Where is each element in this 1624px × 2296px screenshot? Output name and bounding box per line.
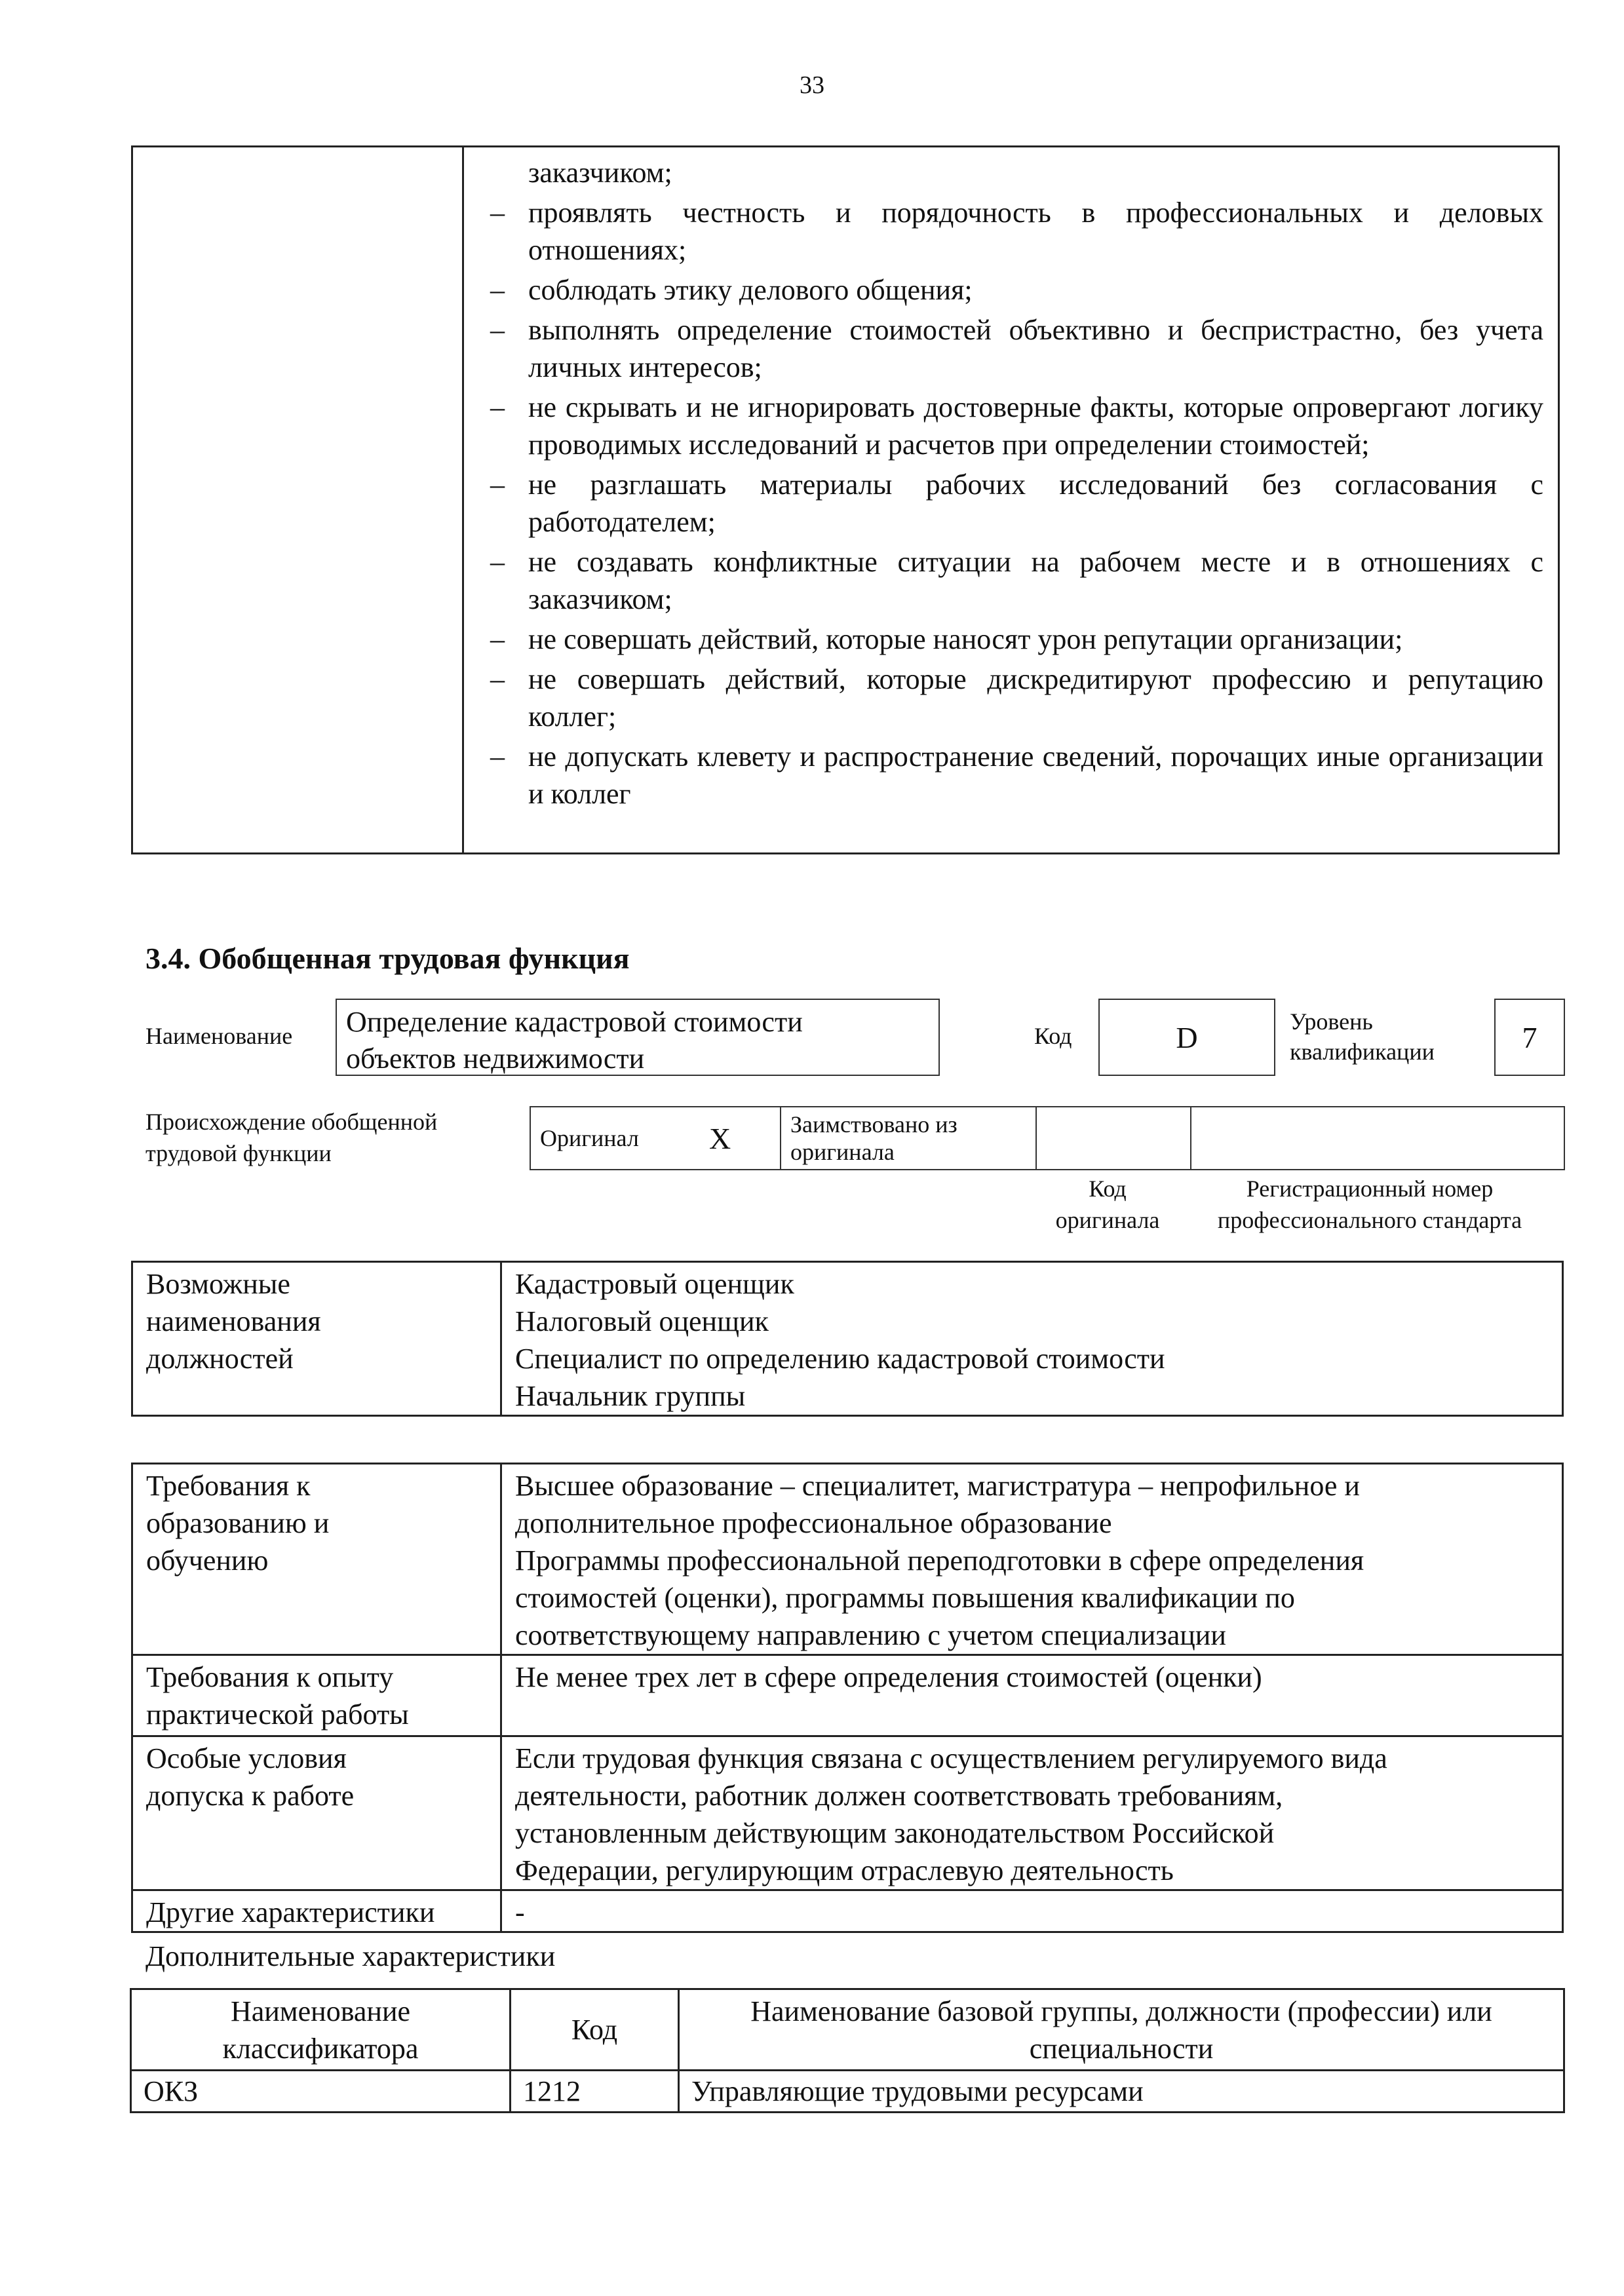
classifier-cell: ОКЗ — [131, 2071, 511, 2113]
dash-marker: – — [490, 740, 505, 773]
continuation-right-cell — [463, 147, 1559, 854]
dash-marker: – — [490, 623, 505, 655]
list-item: – не допускать клевету и распространение сведений, порочащих иные организации и коллег — [490, 738, 1543, 813]
position-item: Налоговый оценщик — [515, 1305, 769, 1337]
list-item: – соблюдать этику делового общения; — [490, 271, 1543, 309]
table-header-row — [131, 1989, 1564, 2071]
group-cell: Управляющие трудовыми ресурсами — [679, 2071, 1564, 2113]
table-row — [131, 2071, 1564, 2113]
original-mark: X — [709, 1121, 731, 1155]
level-label-line: Уровень — [1290, 1008, 1373, 1035]
code-label: Код — [1034, 1023, 1072, 1049]
table-row — [132, 1262, 1563, 1416]
dash-marker: – — [490, 391, 505, 423]
education-label-cell: Требования к образованию и обучению — [132, 1464, 501, 1655]
dash-marker: – — [490, 469, 505, 501]
education-value-cell: Высшее образование – специалитет, магистратура – непрофильное и дополнительное профессиональное образование Программы профессиональной переподготовки в сфере определения стоимостей (оценки), программы повышения квалификации по соответствующему направлению с учетом специализации — [501, 1464, 1563, 1655]
original-mark-cell — [700, 1107, 781, 1170]
origin-label — [145, 1106, 437, 1169]
special-conditions-value-cell: Если трудовая функция связана с осуществлением регулируемого вида деятельности, работник должен соответствовать требованиям, установленным действующим законодательством Российской Федерации, регулирующим отраслевую деятельность — [501, 1736, 1563, 1890]
name-value-line: Определение кадастровой стоимости — [346, 1006, 803, 1038]
list-item: – не разглашать материалы рабочих исследований без согласования с работодателем; — [490, 466, 1543, 541]
dash-marker: – — [490, 663, 505, 695]
positions-table — [131, 1261, 1564, 1417]
name-label: Наименование — [145, 1023, 293, 1049]
classifier-header: Наименование классификатора — [131, 1989, 511, 2071]
code-header: Код — [511, 1989, 679, 2071]
section-heading: 3.4. Обобщенная трудовая функция — [145, 942, 630, 975]
list-item: – не совершать действий, которые дискредитируют профессию и репутацию коллег; — [490, 660, 1543, 735]
origin-table — [530, 1106, 1565, 1170]
reg-number-caption: Регистрационный номер профессионального стандарта — [1217, 1176, 1522, 1233]
name-value-box — [336, 999, 940, 1076]
continuation-list — [490, 154, 1543, 813]
origin-label-line: трудовой функции — [145, 1140, 332, 1166]
continuation-left-cell — [132, 147, 463, 854]
positions-label-cell: Возможные наименования должностей — [132, 1262, 501, 1416]
extra-characteristics-table — [130, 1988, 1565, 2113]
origin-label-line: Происхождение обобщенной — [145, 1109, 438, 1135]
special-conditions-label-cell: Особые условия допуска к работе — [132, 1736, 501, 1890]
original-label: Оригинал — [540, 1125, 639, 1151]
list-item: – выполнять определение стоимостей объективно и беспристрастно, без учета личных интересов; — [490, 311, 1543, 386]
list-item: – не создавать конфликтные ситуации на рабочем месте и в отношениях с заказчиком; — [490, 543, 1543, 618]
experience-label-cell: Требования к опыту практической работы — [132, 1655, 501, 1736]
table-row — [132, 1890, 1563, 1932]
code-cell: 1212 — [511, 2071, 679, 2113]
table-row — [132, 1736, 1563, 1890]
name-value-line: объектов недвижимости — [346, 1043, 645, 1075]
experience-value-cell: Не менее трех лет в сфере определения стоимостей (оценки) — [501, 1655, 1563, 1736]
other-characteristics-value-cell: - — [501, 1890, 1563, 1932]
table-row — [132, 1655, 1563, 1736]
page-number: 33 — [800, 71, 824, 99]
list-item: заказчиком; — [528, 157, 672, 189]
other-characteristics-label-cell: Другие характеристики — [132, 1890, 501, 1932]
reg-number-cell — [1191, 1107, 1564, 1170]
list-item: – проявлять честность и порядочность в профессиональных и деловых отношениях; — [490, 194, 1543, 269]
original-code-cell — [1036, 1107, 1191, 1170]
continuation-table — [131, 145, 1560, 854]
table-row — [132, 1464, 1563, 1655]
list-item: – не совершать действий, которые наносят урон репутации организации; — [490, 621, 1543, 658]
positions-value-cell — [501, 1262, 1563, 1416]
original-label-cell — [530, 1107, 700, 1170]
dash-marker: – — [490, 546, 505, 578]
dash-marker: – — [490, 197, 505, 229]
borrowed-label-line: оригинала — [790, 1139, 895, 1165]
position-item: Начальник группы — [515, 1380, 746, 1412]
requirements-table — [131, 1463, 1564, 1933]
borrowed-label-cell — [781, 1107, 1036, 1170]
original-code-caption: Код оригинала — [1055, 1176, 1160, 1233]
group-header: Наименование базовой группы, должности (профессии) или специальности — [679, 1989, 1564, 2071]
position-item: Кадастровый оценщик — [515, 1268, 794, 1300]
position-item: Специалист по определению кадастровой стоимости — [515, 1343, 1165, 1375]
code-value-box: D — [1098, 999, 1275, 1076]
level-label-line: квалификации — [1290, 1039, 1435, 1065]
level-label — [1290, 1006, 1435, 1067]
dash-marker: – — [490, 314, 505, 346]
extra-title: Дополнительные характеристики — [145, 1940, 556, 1972]
level-value-box: 7 — [1494, 999, 1565, 1076]
borrowed-label-line: Заимствовано из — [790, 1111, 957, 1138]
list-item: – не скрывать и не игнорировать достоверные факты, которые опровергают логику проводимых исследований и расчетов при определении стоимостей; — [490, 389, 1543, 463]
dash-marker: – — [490, 274, 505, 306]
